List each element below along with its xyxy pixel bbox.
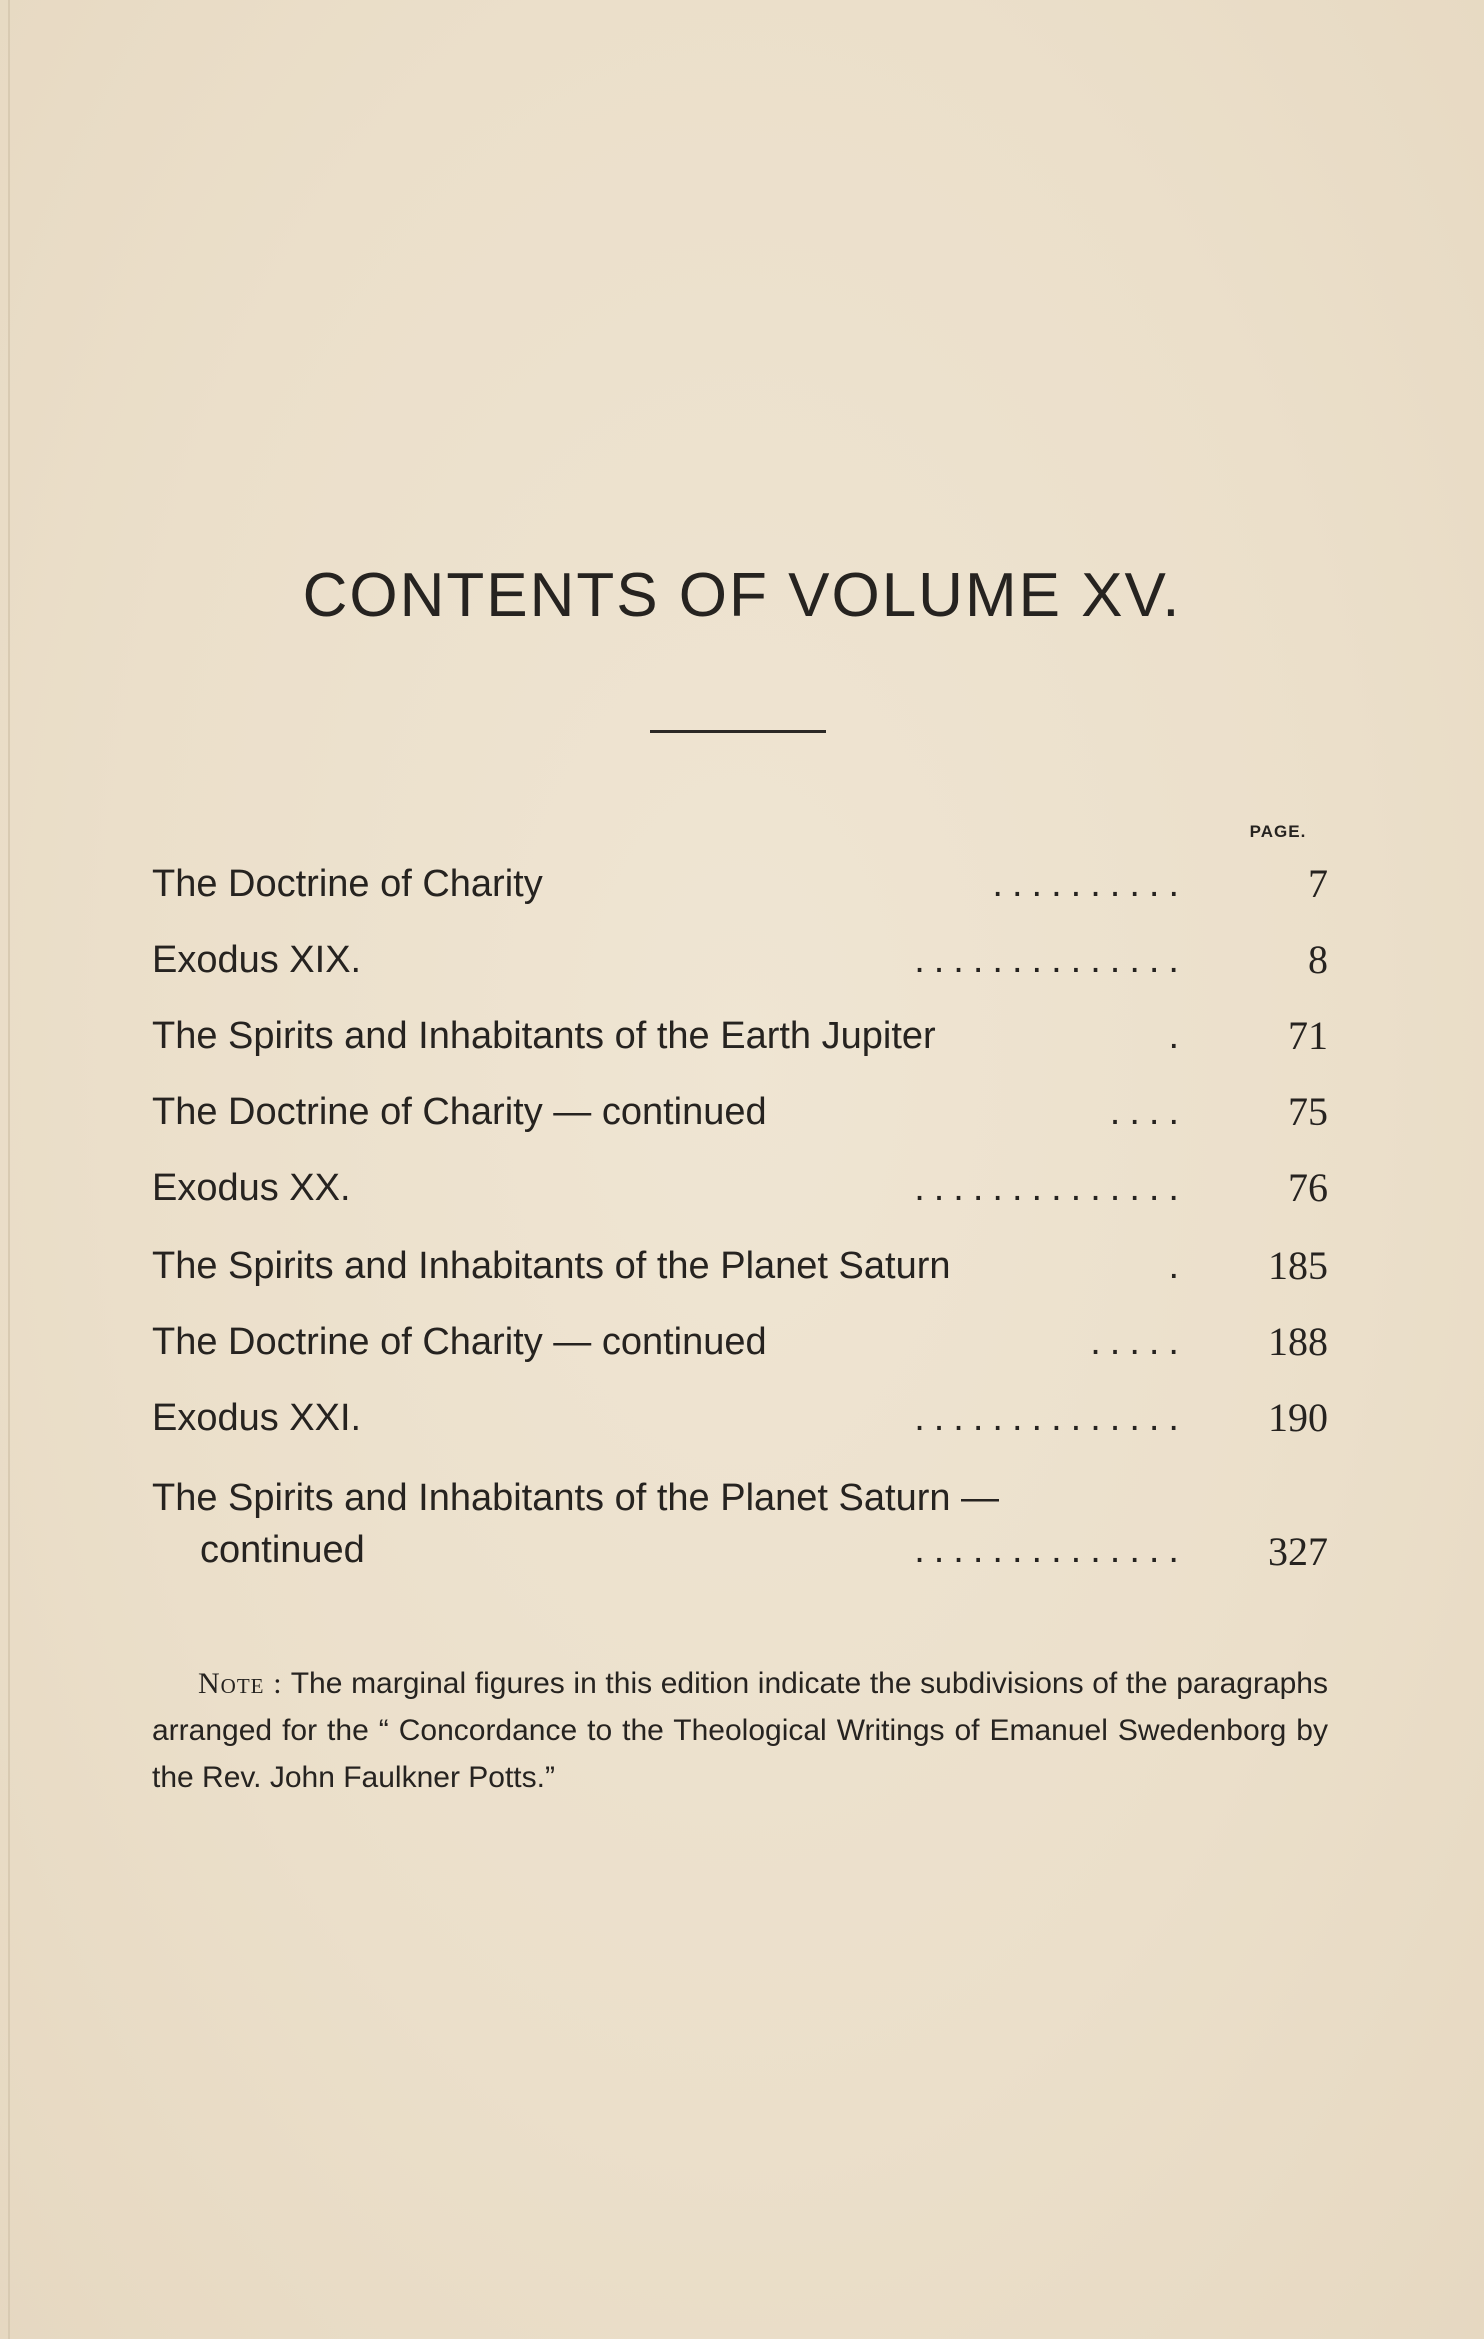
leader-dots: .....	[1090, 1321, 1188, 1363]
toc-entry-page: 71	[1288, 1013, 1328, 1058]
toc-entry-page: 185	[1268, 1243, 1328, 1288]
toc-entry-title: The Doctrine of Charity — continued	[152, 1321, 767, 1363]
page-column-header: PAGE.	[1249, 822, 1307, 841]
page-edge	[8, 0, 10, 2339]
toc-entry-page: 188	[1268, 1319, 1328, 1364]
leader-dots: ....	[1109, 1091, 1188, 1133]
toc-entry-page: 76	[1288, 1165, 1328, 1210]
toc-entry-title: The Doctrine of Charity — continued	[152, 1091, 767, 1133]
toc-entry-continuation: continued	[200, 1529, 365, 1571]
toc-entry-page: 7	[1308, 861, 1328, 906]
leader-dots: ..........	[992, 863, 1188, 905]
title-rule	[650, 730, 826, 733]
toc-entry-title: Exodus XIX.	[152, 939, 362, 981]
footnote	[152, 1660, 1328, 1801]
toc-entry-title: Exodus XXI.	[152, 1397, 362, 1439]
toc-entry-page: 75	[1288, 1089, 1328, 1134]
note-label: Note :	[198, 1667, 283, 1700]
toc-entry-title: The Doctrine of Charity	[152, 863, 543, 905]
toc-entry-title: The Spirits and Inhabitants of the Earth Jupiter	[152, 1015, 936, 1057]
leader-dots: ..............	[914, 1397, 1188, 1439]
leader-dots: .	[1168, 1245, 1188, 1287]
toc-entry-title: The Spirits and Inhabitants of the Planet Saturn	[152, 1245, 951, 1287]
leader-dots: .	[1168, 1015, 1188, 1057]
toc-entry-page: 8	[1308, 937, 1328, 982]
toc-entry-page: 190	[1268, 1395, 1328, 1440]
toc-entry-title: Exodus XX.	[152, 1167, 351, 1209]
leader-dots: ..............	[914, 1529, 1188, 1571]
toc-entry-page: 327	[1268, 1529, 1328, 1574]
page-title: CONTENTS OF VOLUME XV.	[302, 561, 1182, 630]
leader-dots: ..............	[914, 939, 1188, 981]
leader-dots: ..............	[914, 1167, 1188, 1209]
toc-entry-title: The Spirits and Inhabitants of the Planet Saturn —	[152, 1477, 1000, 1519]
note-text: The marginal figures in this edition indicate the subdivisions of the paragraphs arranged for the “ Concordance to the Theological Writings of Emanuel Swedenborg by the Rev. John Faulkner Potts.”	[152, 1667, 1328, 1794]
